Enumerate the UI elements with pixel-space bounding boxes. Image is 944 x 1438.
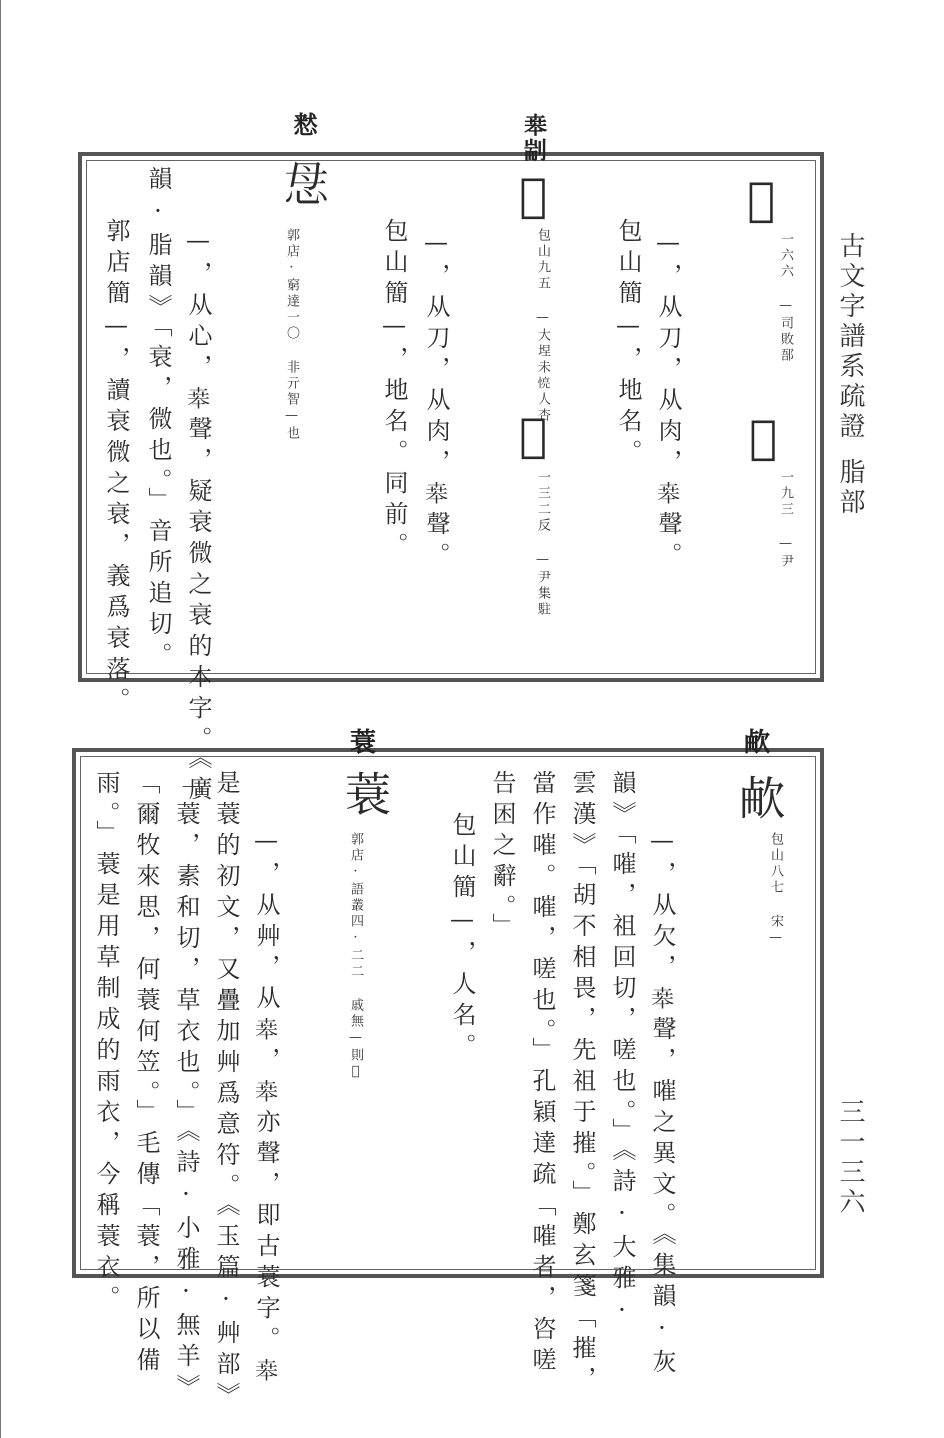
page-number: 三一三六 — [835, 1098, 865, 1218]
source-citation: 一六六 —司敗郚 — [778, 232, 793, 364]
entry-glyph: 欳 — [732, 774, 786, 820]
entry-text-line: —，从艸，从𠦪，𠦪亦聲，即古蓑字。𠦪 — [252, 826, 280, 1388]
entry-text-line: —，从刀，从肉，𠦪聲。 — [422, 228, 450, 573]
entry-glyph: 𢘓 — [278, 160, 332, 206]
entry-text-line: 「爾牧來思，何蓑何笠。」毛傳「蓑，所以備 — [132, 770, 160, 1378]
source-citation: 包山九五 —大㘿未𢝋人杏 — [535, 228, 550, 424]
entry-text-line: 韻·脂韻》「衰，微也。」音所追切。 — [144, 166, 172, 673]
entry-text-line: 包山簡—，地名。 — [614, 218, 642, 470]
source-citation: 一三二反 —尹集駐 — [535, 470, 550, 618]
entry-text-line: 是蓑的初文，又疊加艸爲意符。《玉篇·艸部》 — [212, 770, 240, 1413]
entry-text-line: 韻》「嗺，祖回切，嗟也。」《詩·大雅· — [608, 770, 636, 1331]
entry-caption: 慭 — [289, 112, 318, 137]
entry-glyph: 蓑 — [338, 770, 392, 816]
entry-text-line: —，从刀，从肉，𠦪聲。 — [654, 228, 682, 573]
book-title: 古文字譜系疏證 — [835, 232, 865, 442]
source-citation: 一九三 —尹 — [778, 470, 793, 570]
entry-text-line: 當作嗺。嗺，嗟也。」孔穎達疏「嗺者，咨嗟 — [528, 770, 556, 1378]
entry-caption: 𠦪剬 — [521, 112, 550, 162]
source-citation: 郭店·窮達一〇 非亓智—也 — [284, 228, 299, 442]
entry-text-line: 雲漢》「胡不相畏，先祖于摧。」鄭玄箋「摧， — [568, 770, 596, 1397]
entry-glyph: 𠝗 — [736, 410, 790, 464]
entry-text-line: 郭店簡—，讀衰微之衰，義爲衰落。 — [102, 218, 130, 718]
entry-text-line: 告困之辭。」 — [488, 770, 516, 944]
entry-glyph: 𠝗 — [506, 168, 560, 222]
entry-text-line: 包山簡—，人名。 — [448, 812, 476, 1064]
section-title: 脂部 — [835, 458, 865, 518]
entry-text-line: —，从欠，𠦪聲，嗺之異文。《集韻·灰 — [648, 826, 676, 1380]
source-citation: 包山八七 宋— — [768, 832, 783, 948]
entry-glyph: 𠝗 — [506, 408, 560, 462]
entry-text-line: 包山簡—，地名。同前。 — [380, 218, 408, 563]
source-citation: 郭店·語叢四·二二 戚無—則𡍹 — [348, 832, 363, 1082]
entry-glyph: 𠝗 — [734, 172, 788, 226]
entry-text-line: 雨。」蓑是用草制成的雨衣，今稱蓑衣。 — [92, 770, 120, 1316]
entry-text-line: 「蓑，素和切，草衣也。」《詩·小雅·無羊》 — [172, 770, 200, 1405]
entry-caption: 欳 — [744, 728, 772, 758]
entry-caption: 蓑 — [350, 728, 378, 758]
entry-text-line: —，从心，𠦪聲，疑衰微之衰的本字。《廣 — [184, 226, 212, 807]
page-edge-line — [0, 0, 1, 1438]
